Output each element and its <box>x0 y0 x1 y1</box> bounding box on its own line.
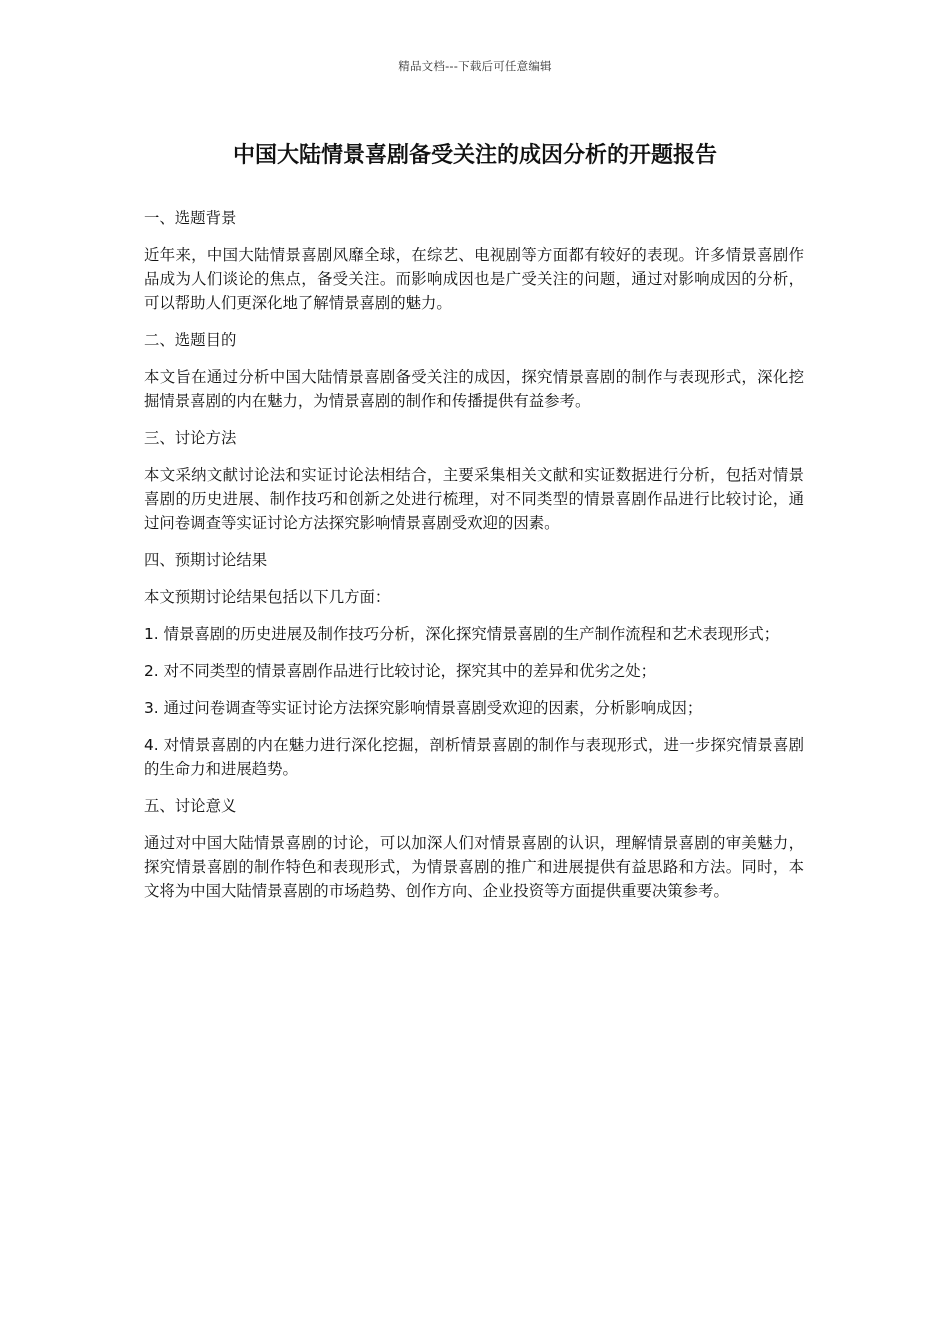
list-item: 1. 情景喜剧的历史进展及制作技巧分析，深化探究情景喜剧的生产制作流程和艺术表现形式； <box>144 625 780 643</box>
section-heading: 五、讨论意义 <box>144 797 237 815</box>
section-purpose <box>144 328 804 413</box>
list-item: 4. 对情景喜剧的内在魅力进行深化挖掘，剖析情景喜剧的制作与表现形式，进一步探究情景喜剧的生命力和进展趋势。 <box>144 736 804 778</box>
list-item: 2. 对不同类型的情景喜剧作品进行比较讨论，探究其中的差异和优劣之处； <box>144 662 657 680</box>
section-heading: 一、选题背景 <box>144 209 237 227</box>
section-method <box>144 426 804 535</box>
section-heading: 三、讨论方法 <box>144 429 237 447</box>
section-paragraph: 近年来，中国大陆情景喜剧风靡全球，在综艺、电视剧等方面都有较好的表现。许多情景喜剧作品成为人们谈论的焦点，备受关注。而影响成因也是广受关注的问题，通过对影响成因的分析，可以帮助人们更深化地了解情景喜剧的魅力。 <box>144 246 804 312</box>
list-item: 3. 通过问卷调查等实证讨论方法探究影响情景喜剧受欢迎的因素，分析影响成因； <box>144 699 703 717</box>
section-significance <box>144 794 804 903</box>
document-title: 中国大陆情景喜剧备受关注的成因分析的开题报告 <box>232 143 717 168</box>
section-heading: 二、选题目的 <box>144 331 237 349</box>
section-paragraph: 本文旨在通过分析中国大陆情景喜剧备受关注的成因，探究情景喜剧的制作与表现形式，深化挖掘情景喜剧的内在魅力，为情景喜剧的制作和传播提供有益参考。 <box>144 368 804 410</box>
section-expected-results <box>144 548 804 781</box>
document-body <box>144 206 804 916</box>
header-note: 精品文档---下载后可任意编辑 <box>398 59 552 73</box>
section-heading: 四、预期讨论结果 <box>144 551 268 569</box>
section-paragraph: 本文采纳文献讨论法和实证讨论法相结合，主要采集相关文献和实证数据进行分析，包括对情景喜剧的历史进展、制作技巧和创新之处进行梳理，对不同类型的情景喜剧作品进行比较讨论，通过问卷调查等实证讨论方法探究影响情景喜剧受欢迎的因素。 <box>144 466 804 532</box>
section-paragraph: 本文预期讨论结果包括以下几方面： <box>144 588 391 606</box>
section-paragraph: 通过对中国大陆情景喜剧的讨论，可以加深人们对情景喜剧的认识，理解情景喜剧的审美魅力，探究情景喜剧的制作特色和表现形式，为情景喜剧的推广和进展提供有益思路和方法。同时，本文将为中国大陆情景喜剧的市场趋势、创作方向、企业投资等方面提供重要决策参考。 <box>144 834 804 900</box>
section-background <box>144 206 804 315</box>
